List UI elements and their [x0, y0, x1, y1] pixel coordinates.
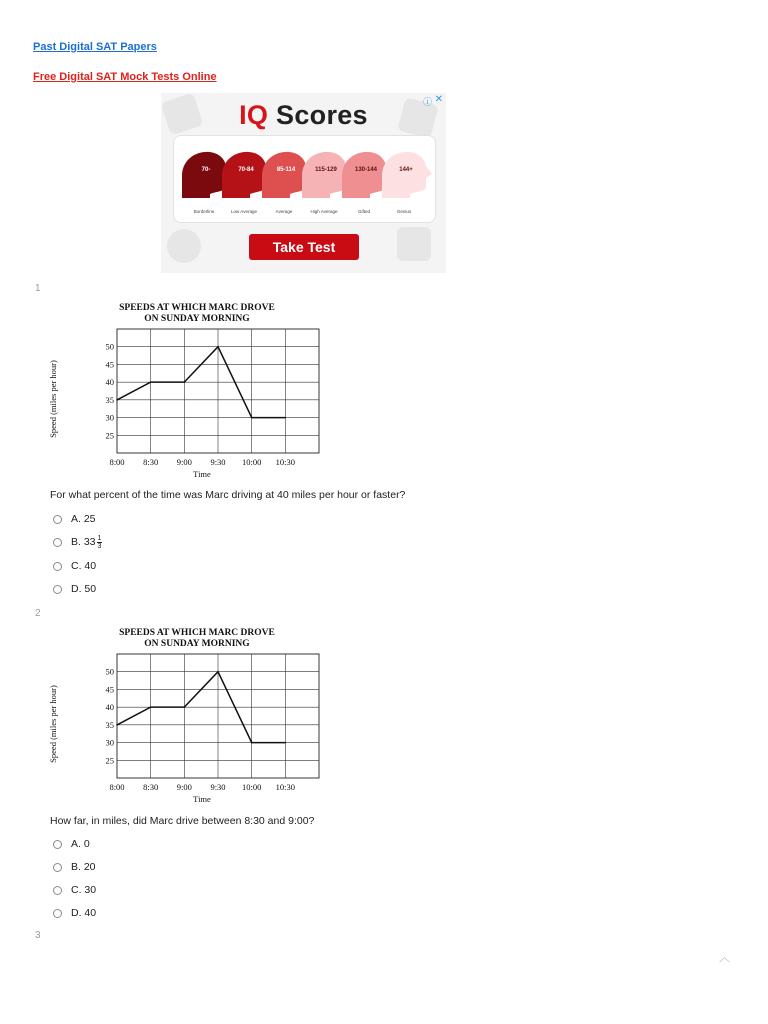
trophy-icon: [397, 227, 431, 261]
iq-category-label: Low Average: [231, 209, 257, 214]
iq-category-label: High Average: [310, 209, 338, 214]
iq-scores-ad[interactable]: [161, 93, 446, 273]
iq-category-label: Average: [275, 209, 293, 214]
question-text: How far, in miles, did Marc drive between 8:30 and 9:00?: [50, 815, 315, 827]
y-tick-label: 45: [105, 359, 114, 370]
data-point: [251, 742, 253, 744]
chart-title-line: ON SUNDAY MORNING: [144, 639, 250, 649]
data-point: [116, 399, 118, 401]
lightbulb-icon: [167, 229, 201, 263]
radio-button[interactable]: [53, 863, 62, 872]
x-tick-label: 8:00: [109, 457, 125, 467]
chevron-up-icon[interactable]: ︿: [719, 952, 730, 964]
data-point: [184, 706, 186, 708]
iq-range-label: 115-129: [315, 167, 337, 173]
y-tick-label: 25: [105, 755, 114, 766]
x-tick-label: 8:30: [143, 457, 159, 467]
chart-title-line: SPEEDS AT WHICH MARC DROVE: [119, 628, 275, 638]
ad-title-scores: Scores: [268, 100, 368, 130]
radio-button[interactable]: [53, 562, 62, 571]
option-label-text: B. 33: [71, 536, 96, 548]
option-label: [71, 535, 102, 550]
x-tick-label: 10:30: [275, 457, 296, 467]
x-tick-label: 9:00: [176, 782, 192, 792]
option-label: C. 30: [71, 884, 97, 896]
data-point: [150, 381, 152, 383]
chart-title-line: ON SUNDAY MORNING: [144, 314, 250, 324]
iq-range-label: 70-84: [238, 167, 254, 173]
option-a[interactable]: [53, 512, 96, 526]
speed-chart-1: [40, 298, 340, 488]
x-tick-label: 10:00: [241, 457, 262, 467]
option-label: B. 20: [71, 861, 96, 873]
ad-title: [161, 100, 446, 131]
question-number: 1: [35, 283, 41, 294]
x-tick-label: 10:00: [241, 782, 262, 792]
y-tick-label: 30: [105, 737, 114, 748]
iq-range-label: 130-144: [354, 167, 378, 173]
x-axis-label: Time: [193, 794, 211, 804]
y-tick-label: 40: [105, 377, 114, 388]
x-tick-label: 8:00: [109, 782, 125, 792]
x-tick-label: 9:30: [210, 457, 226, 467]
y-tick-label: 25: [105, 430, 114, 441]
fraction-denominator: 3: [97, 542, 102, 550]
option-b[interactable]: [53, 535, 102, 549]
data-point: [285, 742, 287, 744]
x-tick-label: 8:30: [143, 782, 159, 792]
close-icon[interactable]: ✕: [434, 94, 443, 105]
iq-heads-graphic: [174, 136, 435, 222]
y-tick-label: 45: [105, 684, 114, 695]
fraction: [97, 535, 103, 550]
data-point: [150, 706, 152, 708]
y-tick-label: 40: [105, 702, 114, 713]
y-axis-label: Speed (miles per hour): [48, 685, 58, 763]
iq-category-label: Genius: [396, 209, 412, 214]
radio-button[interactable]: [53, 886, 62, 895]
data-point: [184, 381, 186, 383]
radio-button[interactable]: [53, 840, 62, 849]
fraction-numerator: 1: [97, 534, 102, 542]
x-tick-label: 9:30: [210, 782, 226, 792]
option-b[interactable]: [53, 860, 96, 874]
radio-button[interactable]: [53, 909, 62, 918]
y-tick-label: 50: [105, 666, 114, 677]
speed-chart-2: [40, 623, 340, 813]
radio-button[interactable]: [53, 585, 62, 594]
data-point: [217, 671, 219, 673]
question-text: For what percent of the time was Marc driving at 40 miles per hour or faster?: [50, 489, 406, 501]
speed-chart-1-svg: [40, 298, 340, 488]
y-axis-label: Speed (miles per hour): [48, 360, 58, 438]
option-a[interactable]: [53, 837, 90, 851]
iq-range-label: 144+: [399, 167, 413, 173]
data-point: [251, 417, 253, 419]
iq-head-6: [382, 152, 432, 214]
option-c[interactable]: [53, 559, 96, 573]
option-label: D. 40: [71, 907, 97, 919]
chart-title-line: SPEEDS AT WHICH MARC DROVE: [119, 303, 275, 313]
question-number: 2: [35, 608, 41, 619]
head-silhouette: [382, 152, 432, 198]
option-label: D. 50: [71, 583, 97, 595]
take-test-button[interactable]: Take Test: [249, 234, 359, 260]
info-icon[interactable]: ⓘ: [422, 97, 432, 107]
x-tick-label: 10:30: [275, 782, 296, 792]
y-tick-label: 35: [105, 719, 114, 730]
data-point: [217, 346, 219, 348]
iq-range-panel: [173, 135, 436, 223]
x-axis-label: Time: [193, 469, 211, 479]
data-point: [285, 417, 287, 419]
x-tick-label: 9:00: [176, 457, 192, 467]
y-tick-label: 30: [105, 412, 114, 423]
iq-category-label: Borderline: [193, 209, 215, 214]
option-d[interactable]: [53, 582, 96, 596]
ad-title-iq: IQ: [239, 100, 269, 130]
option-label: A. 0: [71, 838, 90, 850]
option-d[interactable]: [53, 906, 96, 920]
data-point: [116, 724, 118, 726]
y-tick-label: 35: [105, 394, 114, 405]
question-number: 3: [35, 930, 41, 941]
free-mock-tests-link[interactable]: Free Digital SAT Mock Tests Online: [33, 71, 217, 83]
radio-button[interactable]: [53, 538, 62, 547]
y-tick-label: 50: [105, 341, 114, 352]
radio-button[interactable]: [53, 515, 62, 524]
iq-category-label: Gifted: [357, 209, 371, 214]
iq-range-label: 85-114: [276, 167, 296, 173]
option-label: C. 40: [71, 560, 97, 572]
option-c[interactable]: [53, 883, 96, 897]
iq-range-label: 70-: [201, 167, 211, 173]
speed-chart-2-svg: [40, 623, 340, 813]
option-label: A. 25: [71, 513, 96, 525]
past-digital-sat-papers-link[interactable]: Past Digital SAT Papers: [33, 41, 157, 53]
